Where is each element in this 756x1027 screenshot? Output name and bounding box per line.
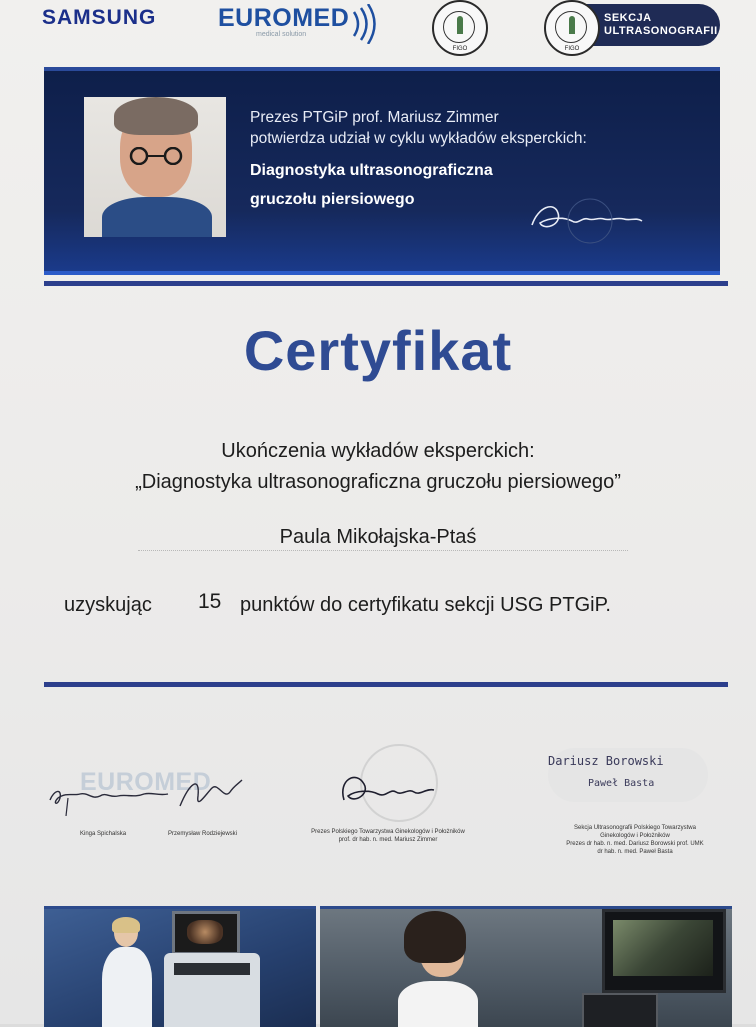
section-banner-line2: ULTRASONOGRAFII <box>604 25 718 37</box>
signature-3-icon <box>334 760 444 820</box>
seal-label: FIGO <box>452 46 468 52</box>
caption-signer-4-line1: Sekcja Ultrasonografii Polskiego Towarzystwa <box>574 825 696 831</box>
points-suffix: punktów do certyfikatu sekcji USG PTGiP. <box>240 594 611 616</box>
handwritten-name-2: Paweł Basta <box>588 778 655 789</box>
points-prefix: uzyskując <box>64 594 152 616</box>
signature-2-icon <box>176 770 246 816</box>
recipient-name: Paula Mikołajska-Ptaś <box>279 526 477 548</box>
divider-top <box>44 281 728 286</box>
signature-1-icon <box>44 776 174 816</box>
caption-signer-3-line1: Prezes Polskiego Towarzystwa Ginekologów i Położników <box>311 829 465 835</box>
glasses-icon <box>124 147 190 165</box>
seal-label-2: FIGO <box>564 46 580 52</box>
euromed-logo-word: EUROMED <box>218 4 350 32</box>
caption-signer-4-line2: Ginekologów i Położników <box>600 833 670 839</box>
caption-signer-1: Kinga Spichalska <box>80 831 127 837</box>
caption-signer-3 <box>290 828 486 844</box>
caption-signer-4 <box>540 824 730 856</box>
header-banner <box>44 67 720 275</box>
caption-signer-2: Przemysław Rodziejewski <box>168 831 238 837</box>
president-portrait <box>84 97 226 237</box>
clinic-photo-right <box>320 906 732 1027</box>
section-banner-line1: SEKCJA <box>604 12 652 24</box>
euromed-logo <box>218 4 350 38</box>
ultrasound-monitor-icon <box>172 911 240 955</box>
header-course-title-1: Diagnostyka ultrasonograficzna <box>250 162 493 179</box>
certificate-subtitle-1: Ukończenia wykładów eksperckich: <box>221 440 535 462</box>
certificate-subtitle-2: „Diagnostyka ultrasonograficzna gruczołu piersiowego” <box>135 471 621 493</box>
recipient-underline <box>138 550 628 551</box>
ptgip-seal-icon <box>432 0 488 56</box>
samsung-logo: SAMSUNG <box>42 6 157 29</box>
ultrasound-machine-icon <box>164 953 260 1027</box>
usg-section-seal-icon <box>544 0 600 56</box>
clinic-photo-left <box>44 906 316 1027</box>
points-value: 15 <box>198 590 222 613</box>
caption-signer-4-line3: Prezes dr hab. n. med. Dariusz Borowski prof. UMK <box>566 841 704 847</box>
header-line-2: potwierdza udział w cyklu wykładów eksperckich: <box>250 130 587 147</box>
caption-signer-3-line2: prof. dr hab. n. med. Mariusz Zimmer <box>338 837 438 843</box>
header-course-title-2: gruczołu piersiowego <box>250 191 415 208</box>
physician-figure <box>396 911 480 1027</box>
display-monitor-icon <box>602 909 726 993</box>
euromed-watermark: EUROMED <box>80 768 212 796</box>
divider-bottom <box>44 682 728 687</box>
caption-signer-4-line4: dr hab. n. med. Paweł Basta <box>597 849 673 855</box>
header-line-1: Prezes PTGiP prof. Mariusz Zimmer <box>250 109 499 126</box>
certificate-title: Certyfikat <box>243 319 513 382</box>
header-signature-icon <box>524 187 654 247</box>
doctor-figure <box>102 919 152 1027</box>
handwritten-name-1: Dariusz Borowski <box>548 754 664 768</box>
euromed-tagline: medical solution <box>256 31 307 38</box>
sound-waves-icon <box>350 4 380 44</box>
laptop-icon <box>582 993 658 1027</box>
